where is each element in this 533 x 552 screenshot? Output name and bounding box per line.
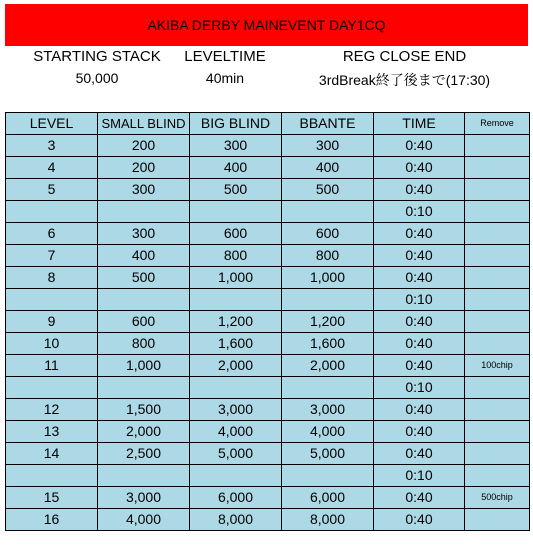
cell-time: 0:40 bbox=[374, 399, 465, 421]
cell-time: 0:40 bbox=[374, 311, 465, 333]
cell-big-blind: 1,600 bbox=[190, 333, 282, 355]
cell-big-blind: 4,000 bbox=[190, 421, 282, 443]
cell-big-blind: 3,000 bbox=[190, 399, 282, 421]
cell-remove bbox=[465, 267, 530, 289]
cell-remove bbox=[465, 377, 530, 399]
cell-remove bbox=[465, 509, 530, 531]
cell-time: 0:40 bbox=[374, 355, 465, 377]
header-time: TIME bbox=[374, 113, 465, 135]
title-banner bbox=[5, 4, 528, 46]
cell-big-blind: 600 bbox=[190, 223, 282, 245]
cell-level: 15 bbox=[6, 487, 98, 509]
cell-big-blind bbox=[190, 377, 282, 399]
cell-big-blind: 1,200 bbox=[190, 311, 282, 333]
table-row bbox=[6, 223, 530, 245]
cell-level: 14 bbox=[6, 443, 98, 465]
cell-small-blind: 600 bbox=[98, 311, 190, 333]
cell-small-blind bbox=[98, 289, 190, 311]
cell-time: 0:40 bbox=[374, 421, 465, 443]
cell-big-blind: 800 bbox=[190, 245, 282, 267]
table-row bbox=[6, 443, 530, 465]
table-row bbox=[6, 399, 530, 421]
cell-big-blind: 300 bbox=[190, 135, 282, 157]
level-time-label: LEVELTIME bbox=[184, 48, 266, 65]
cell-bbante bbox=[282, 465, 374, 487]
cell-remove bbox=[465, 179, 530, 201]
cell-small-blind: 500 bbox=[98, 267, 190, 289]
cell-level: 13 bbox=[6, 421, 98, 443]
cell-bbante: 1,600 bbox=[282, 333, 374, 355]
cell-remove bbox=[465, 333, 530, 355]
starting-stack-label: STARTING STACK bbox=[33, 48, 161, 65]
cell-level: 6 bbox=[6, 223, 98, 245]
cell-remove bbox=[465, 465, 530, 487]
cell-big-blind: 6,000 bbox=[190, 487, 282, 509]
cell-remove bbox=[465, 201, 530, 223]
cell-big-blind bbox=[190, 201, 282, 223]
cell-level: 9 bbox=[6, 311, 98, 333]
cell-level bbox=[6, 289, 98, 311]
table-row bbox=[6, 245, 530, 267]
cell-time: 0:40 bbox=[374, 245, 465, 267]
cell-time: 0:40 bbox=[374, 267, 465, 289]
cell-bbante: 5,000 bbox=[282, 443, 374, 465]
cell-small-blind: 2,000 bbox=[98, 421, 190, 443]
cell-bbante: 8,000 bbox=[282, 509, 374, 531]
cell-small-blind: 3,000 bbox=[98, 487, 190, 509]
cell-small-blind bbox=[98, 201, 190, 223]
cell-remove bbox=[465, 223, 530, 245]
cell-bbante: 4,000 bbox=[282, 421, 374, 443]
cell-small-blind: 2,500 bbox=[98, 443, 190, 465]
cell-level: 8 bbox=[6, 267, 98, 289]
table-row bbox=[6, 465, 530, 487]
table-row bbox=[6, 311, 530, 333]
cell-remove bbox=[465, 245, 530, 267]
header-bbante: BBANTE bbox=[282, 113, 374, 135]
cell-bbante bbox=[282, 289, 374, 311]
cell-time: 0:10 bbox=[374, 289, 465, 311]
cell-bbante: 500 bbox=[282, 179, 374, 201]
cell-small-blind: 1,500 bbox=[98, 399, 190, 421]
cell-time: 0:40 bbox=[374, 179, 465, 201]
cell-small-blind: 1,000 bbox=[98, 355, 190, 377]
header-big-blind: BIG BLIND bbox=[190, 113, 282, 135]
header-remove: Remove bbox=[465, 113, 530, 135]
cell-big-blind: 400 bbox=[190, 157, 282, 179]
cell-remove bbox=[465, 289, 530, 311]
table-row bbox=[6, 135, 530, 157]
level-time-value: 40min bbox=[205, 70, 245, 86]
table-row bbox=[6, 201, 530, 223]
cell-big-blind: 5,000 bbox=[190, 443, 282, 465]
table-row bbox=[6, 157, 530, 179]
cell-time: 0:40 bbox=[374, 509, 465, 531]
cell-remove: 500chip bbox=[465, 487, 530, 509]
cell-time: 0:10 bbox=[374, 377, 465, 399]
cell-bbante bbox=[282, 377, 374, 399]
cell-small-blind: 300 bbox=[98, 179, 190, 201]
header-level: LEVEL bbox=[6, 113, 98, 135]
cell-remove bbox=[465, 399, 530, 421]
table-row bbox=[6, 355, 530, 377]
cell-bbante bbox=[282, 201, 374, 223]
cell-small-blind: 200 bbox=[98, 157, 190, 179]
table-row bbox=[6, 179, 530, 201]
cell-small-blind: 200 bbox=[98, 135, 190, 157]
info-panel bbox=[5, 46, 528, 106]
table-row bbox=[6, 289, 530, 311]
reg-close-label: REG CLOSE END bbox=[342, 48, 467, 65]
cell-time: 0:10 bbox=[374, 465, 465, 487]
page-title: AKIBA DERBY MAINEVENT DAY1CQ bbox=[147, 17, 386, 33]
cell-bbante: 400 bbox=[282, 157, 374, 179]
cell-bbante: 600 bbox=[282, 223, 374, 245]
cell-small-blind: 4,000 bbox=[98, 509, 190, 531]
cell-remove bbox=[465, 135, 530, 157]
cell-big-blind: 2,000 bbox=[190, 355, 282, 377]
cell-level bbox=[6, 377, 98, 399]
cell-remove: 100chip bbox=[465, 355, 530, 377]
header-small-blind: SMALL BLIND bbox=[98, 113, 190, 135]
cell-big-blind bbox=[190, 465, 282, 487]
cell-level: 12 bbox=[6, 399, 98, 421]
table-row bbox=[6, 421, 530, 443]
table-row bbox=[6, 487, 530, 509]
cell-big-blind: 1,000 bbox=[190, 267, 282, 289]
cell-level: 11 bbox=[6, 355, 98, 377]
cell-remove bbox=[465, 443, 530, 465]
cell-big-blind: 8,000 bbox=[190, 509, 282, 531]
cell-bbante: 1,200 bbox=[282, 311, 374, 333]
cell-level: 3 bbox=[6, 135, 98, 157]
cell-small-blind bbox=[98, 465, 190, 487]
cell-bbante: 3,000 bbox=[282, 399, 374, 421]
cell-remove bbox=[465, 157, 530, 179]
table-header-row bbox=[6, 113, 530, 135]
cell-level bbox=[6, 201, 98, 223]
cell-time: 0:40 bbox=[374, 223, 465, 245]
cell-small-blind: 400 bbox=[98, 245, 190, 267]
cell-small-blind bbox=[98, 377, 190, 399]
cell-small-blind: 800 bbox=[98, 333, 190, 355]
cell-time: 0:40 bbox=[374, 135, 465, 157]
cell-level: 16 bbox=[6, 509, 98, 531]
cell-bbante: 6,000 bbox=[282, 487, 374, 509]
cell-time: 0:40 bbox=[374, 157, 465, 179]
cell-level: 10 bbox=[6, 333, 98, 355]
reg-close-value: 3rdBreak終了後まで(17:30) bbox=[318, 72, 491, 88]
cell-bbante: 300 bbox=[282, 135, 374, 157]
cell-bbante: 1,000 bbox=[282, 267, 374, 289]
cell-big-blind: 500 bbox=[190, 179, 282, 201]
cell-time: 0:40 bbox=[374, 487, 465, 509]
table-row bbox=[6, 267, 530, 289]
cell-time: 0:40 bbox=[374, 443, 465, 465]
table-row bbox=[6, 509, 530, 531]
cell-time: 0:10 bbox=[374, 201, 465, 223]
cell-remove bbox=[465, 311, 530, 333]
cell-remove bbox=[465, 421, 530, 443]
cell-bbante: 2,000 bbox=[282, 355, 374, 377]
cell-level: 5 bbox=[6, 179, 98, 201]
cell-level bbox=[6, 465, 98, 487]
cell-big-blind bbox=[190, 289, 282, 311]
table-row bbox=[6, 333, 530, 355]
cell-bbante: 800 bbox=[282, 245, 374, 267]
table-row bbox=[6, 377, 530, 399]
starting-stack-value: 50,000 bbox=[75, 70, 119, 86]
cell-level: 4 bbox=[6, 157, 98, 179]
cell-level: 7 bbox=[6, 245, 98, 267]
cell-time: 0:40 bbox=[374, 333, 465, 355]
blind-structure-table bbox=[5, 112, 530, 531]
cell-small-blind: 300 bbox=[98, 223, 190, 245]
